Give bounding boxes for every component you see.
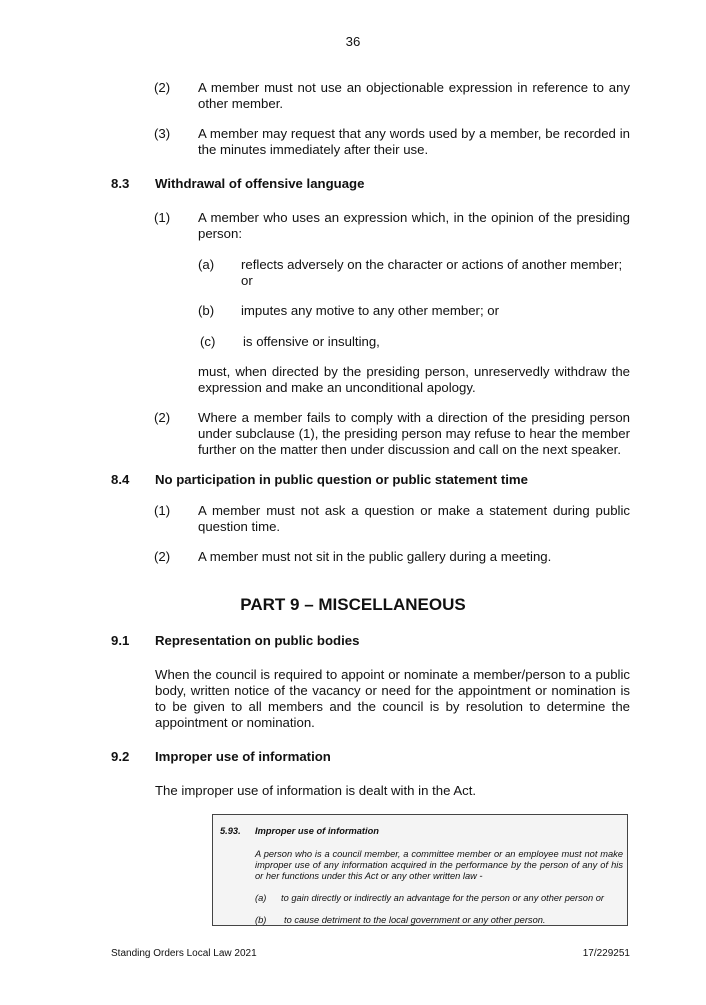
para-a-text: reflects adversely on the character or actions of another member; or bbox=[241, 257, 623, 288]
act-extract-box bbox=[212, 814, 628, 926]
subclause-2-number: (2) bbox=[154, 80, 171, 95]
clause-8-3-sub1-text: A member who uses an expression which, in the opinion of the presiding person: bbox=[198, 210, 630, 241]
para-b-number: (b) bbox=[198, 303, 215, 318]
clause-8-4-sub1-text: A member must not ask a question or make a statement during public question time. bbox=[198, 503, 630, 534]
para-c-text: is offensive or insulting, bbox=[243, 334, 380, 349]
act-para-a-number: (a) bbox=[255, 893, 267, 903]
clause-8-3-sub2-number: (2) bbox=[154, 410, 171, 425]
act-para-b-number: (b) bbox=[255, 915, 267, 925]
clause-8-3-title: Withdrawal of offensive language bbox=[155, 176, 365, 191]
clause-8-4-number: 8.4 bbox=[111, 472, 130, 487]
clause-8-3-sub1-number: (1) bbox=[154, 210, 171, 225]
act-para-b-text: to cause detriment to the local government or any other person. bbox=[284, 915, 546, 925]
clause-9-2-number: 9.2 bbox=[111, 749, 130, 764]
part-9-heading: PART 9 – MISCELLANEOUS bbox=[240, 595, 466, 614]
clause-8-3-number: 8.3 bbox=[111, 176, 130, 191]
para-b-text: imputes any motive to any other member; or bbox=[241, 303, 499, 318]
act-section-number: 5.93. bbox=[220, 826, 241, 836]
para-a-number: (a) bbox=[198, 257, 215, 272]
clause-8-3-continuation: must, when directed by the presiding person, unreservedly withdraw the expression and make an unconditional apology. bbox=[198, 364, 630, 395]
clause-9-2-text: The improper use of information is dealt with in the Act. bbox=[155, 783, 477, 798]
act-para-a-text: to gain directly or indirectly an advantage for the person or any other person or bbox=[281, 893, 604, 903]
clause-9-2-title: Improper use of information bbox=[155, 749, 331, 764]
clause-8-4-title: No participation in public question or public statement time bbox=[155, 472, 528, 487]
clause-9-1-title: Representation on public bodies bbox=[155, 633, 360, 648]
subclause-2-text: A member must not use an objectionable expression in reference to any other member. bbox=[198, 80, 630, 111]
para-c-number: (c) bbox=[200, 334, 216, 349]
clause-8-4-sub1-number: (1) bbox=[154, 503, 171, 518]
act-section-title: Improper use of information bbox=[255, 826, 379, 836]
act-section-body: A person who is a council member, a committee member or an employee must not make improper use of any information acquired in the performance by the person of any of his or her functions under this Act or any other written law - bbox=[255, 849, 623, 881]
subclause-3-text: A member may request that any words used by a member, be recorded in the minutes immediately after their use. bbox=[198, 126, 630, 157]
clause-8-4-sub2-number: (2) bbox=[154, 549, 171, 564]
page-number: 36 bbox=[345, 34, 361, 49]
clause-8-3-sub2-text: Where a member fails to comply with a direction of the presiding person under subclause (1), the presiding person may refuse to hear the member further on the matter then under discussion and call on the next speaker. bbox=[198, 410, 630, 457]
clause-9-1-number: 9.1 bbox=[111, 633, 130, 648]
subclause-3-number: (3) bbox=[154, 126, 171, 141]
clause-9-1-text: When the council is required to appoint or nominate a member/person to a public body, written notice of the vacancy or need for the appointment or nomination is to be given to all members and the council is by resolution to determine the appointment or nomination. bbox=[155, 667, 630, 730]
footer-reference-number: 17/229251 bbox=[582, 948, 630, 959]
footer-document-title: Standing Orders Local Law 2021 bbox=[111, 948, 257, 959]
clause-8-4-sub2-text: A member must not sit in the public gallery during a meeting. bbox=[198, 549, 552, 564]
